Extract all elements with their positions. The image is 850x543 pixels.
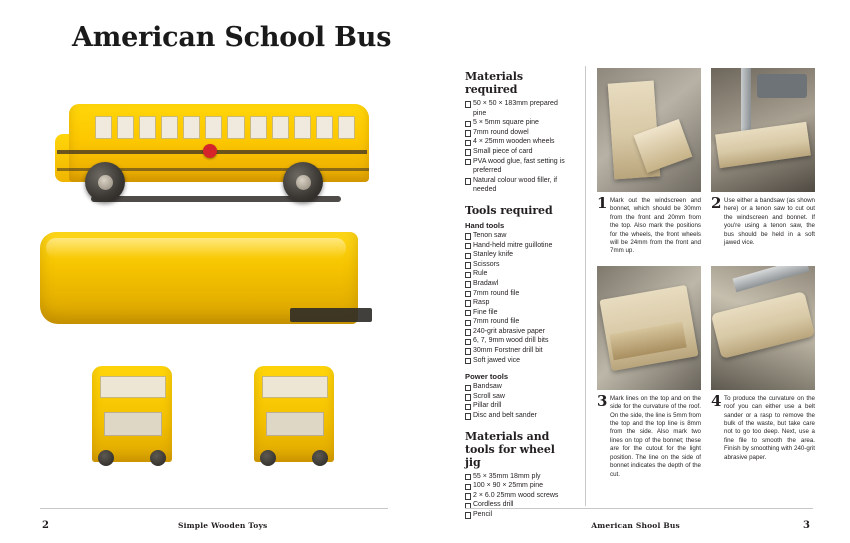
list-item: Hand-held mitre guillotine [465,241,570,251]
step-2-number: 2 [711,194,722,212]
list-item: 100 × 90 × 25mm pine [465,481,570,491]
materials-list [465,99,570,195]
list-item: Soft jawed vice [465,356,570,366]
step-2 [711,68,815,256]
list-item: 30mm Forstner drill bit [465,346,570,356]
bus-window-row [95,116,355,139]
list-item: PVA wood glue, fast setting is preferred [465,157,570,176]
photo-step-3-marking-roof-curve [597,266,701,390]
step-1-text [597,194,701,256]
bus-rear-panel [104,412,162,436]
list-item: Rule [465,269,570,279]
step-4-body: To produce the curvature on the roof you can either use a belt sander or a rasp to remove the bulk of the waste, but take care not to go too deep. Next, use a fine file to smooth the area. Finish by smoothing with 240-grit abrasive paper. [724,394,815,461]
step-3-text [597,391,701,479]
steps-column [597,68,815,479]
right-page [425,0,850,543]
list-item: Fine file [465,308,570,318]
step-3-body: Mark lines on the top and on the side for the curvature of the roof. On the side, the line is 5mm from the top and the top line is 8mm from the side. Also mark two lines on top of the bonnet; these are for the cutout for the light position. The line on the side of bonnet indicates the depth of the cut. [610,394,701,478]
list-item: Cordless drill [465,500,570,510]
list-item: Bandsaw [465,382,570,392]
bus-rear-wheel-right [150,450,166,466]
column-divider [585,66,586,506]
list-item: Scroll saw [465,392,570,402]
list-item: Tenon saw [465,231,570,241]
list-item: Pencil [465,510,570,520]
steps-grid [597,68,815,479]
list-item: 55 × 35mm 18mm ply [465,472,570,482]
list-item: 240-grit abrasive paper [465,327,570,337]
list-item: Natural colour wood filler, if needed [465,176,570,195]
list-item: 5 × 5mm square pine [465,118,570,128]
tools-heading: Tools required [465,203,553,217]
step-1 [597,68,701,256]
photo-step-1-marking-out-block [597,68,701,192]
bus-rear-wheel [283,162,323,202]
hand-tools-label: Hand tools [465,220,505,230]
list-item: Rasp [465,298,570,308]
list-item: 7mm round file [465,317,570,327]
wheel-jig-heading: Materials and tools for wheel jig [465,429,555,469]
list-item: 4 × 25mm wooden wheels [465,137,570,147]
bus-front-wheel-left [260,450,276,466]
step-4-text [711,391,815,462]
list-item: 2 × 6.0 25mm wood screws [465,491,570,501]
list-item: 6, 7, 9mm wood drill bits [465,336,570,346]
list-item: 7mm round dowel [465,128,570,138]
power-tools-list [465,382,570,420]
step-1-body: Mark out the windscreen and bonnet, which should be 30mm from the front and 20mm from the top. Also mark the positions for the wheels, the front wheels will be 24mm from the front and 7mm up. [610,197,701,255]
bus-front-grille [266,412,324,436]
step-4 [711,266,815,479]
list-item: 7mm round file [465,289,570,299]
footer-rule-left [40,508,388,509]
step-4-number: 4 [711,391,722,410]
list-item: Scissors [465,260,570,270]
blank-shadow [290,308,372,322]
power-tools-label: Power tools [465,372,509,382]
running-head-left: Simple Wooden Toys [178,521,268,530]
list-item: Disc and belt sander [465,411,570,421]
list-item: Bradawl [465,279,570,289]
bus-rear-wheel-left [98,450,114,466]
step-2-body: Use either a bandsaw (as shown here) or a tenon saw to cut out the windscreen and bonnet. If you're using a tenon saw, the bus should be held in a soft jawed vice. [724,197,815,247]
list-item: Stanley knife [465,250,570,260]
folio-right: 3 [803,520,810,531]
footer-rule-right [465,508,813,509]
hand-tools-list [465,231,570,365]
folio-left: 2 [42,520,49,531]
bus-stop-light [203,144,217,158]
bus-front-view-figure [246,360,342,470]
bus-front-wheel-right [312,450,328,466]
photo-step-2-bandsaw-cutting [711,68,815,192]
list-item: Pillar drill [465,401,570,411]
step-1-number: 1 [597,194,608,212]
finished-bus-side-view-figure [55,92,385,217]
bus-rear-window [100,376,166,398]
step-3 [597,266,701,479]
bus-rear-view-figure [84,360,180,470]
requirements-column [465,70,570,520]
photo-step-4-sanding-roof-curve [711,266,815,390]
bus-front-wheel [85,162,125,202]
step-2-text [711,194,815,247]
materials-heading: Materials required [465,70,523,96]
step-3-number: 3 [597,391,608,410]
page-title: American School Bus [72,22,392,53]
wheel-jig-list [465,472,570,520]
yellow-blank-block-figure [40,232,372,342]
running-head-right: American Shool Bus [591,521,680,530]
bus-front-windscreen [262,376,328,398]
list-item: 50 × 50 × 183mm prepared pine [465,99,570,118]
list-item: Small piece of card [465,147,570,157]
